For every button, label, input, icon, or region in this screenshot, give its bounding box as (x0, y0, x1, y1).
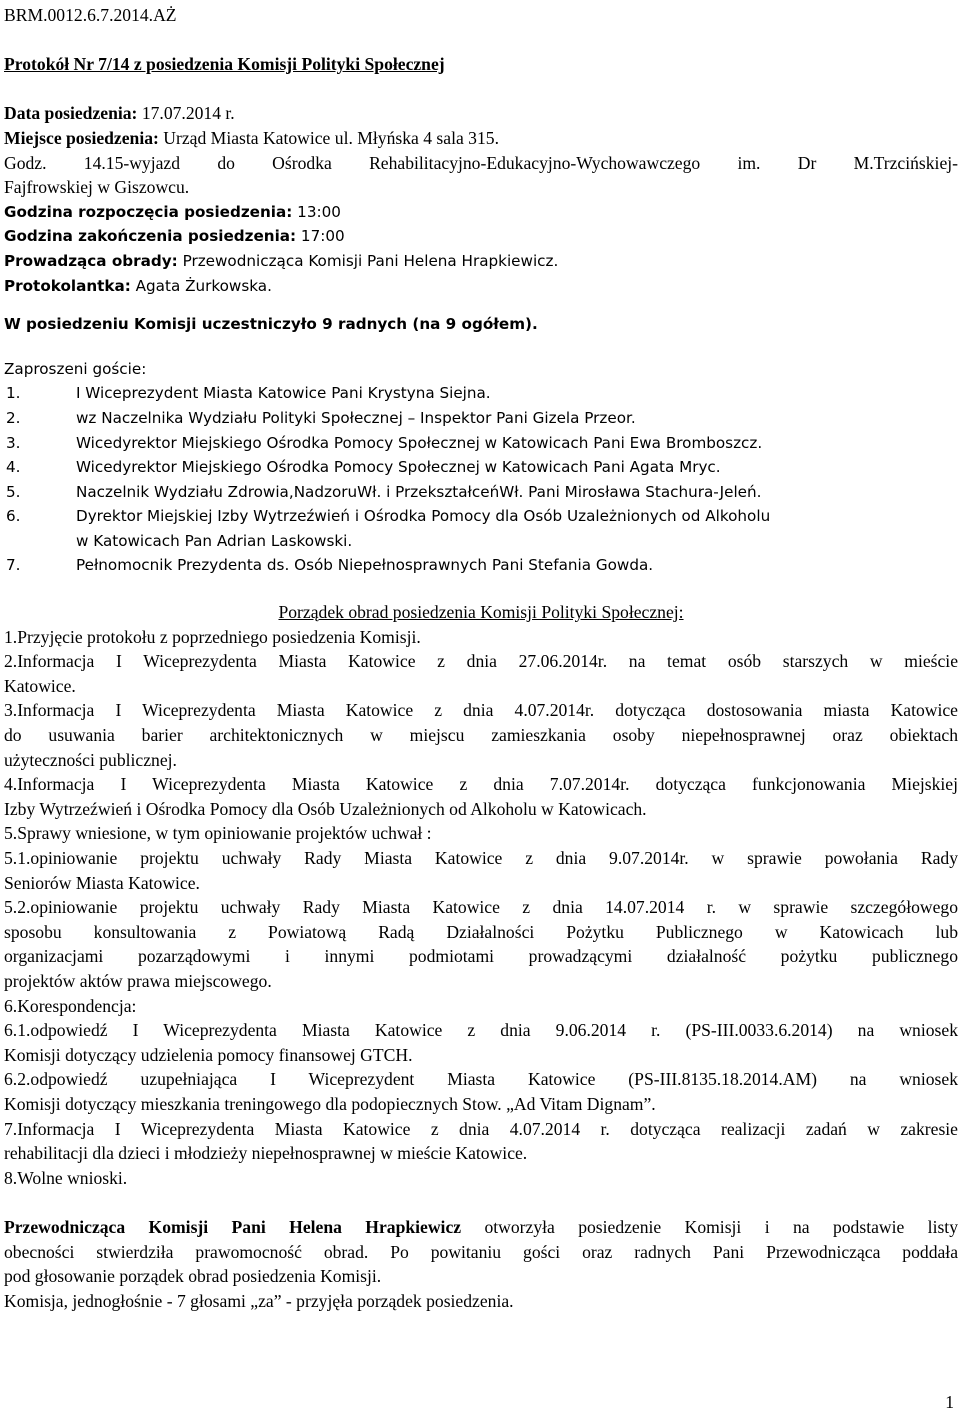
closing-paragraph-line-2: obecności stwierdziła prawomocność obrad. Po powitaniu gości oraz radnych Pani Przewodnicząca poddała (4, 1241, 958, 1262)
agenda-line: 5.Sprawy wniesione, w tym opiniowanie projektów uchwał : (4, 823, 432, 844)
agenda-line: Izby Wytrzeźwień i Ośrodka Pomocy dla Osób Uzależnionych od Alkoholu w Katowicach. (4, 798, 647, 819)
end-time-value: 17:00 (300, 227, 345, 246)
guest-item (4, 455, 958, 480)
guest-text: Pełnomocnik Prezydenta ds. Osób Niepełnosprawnych Pani Stefania Gowda. (76, 556, 654, 575)
trip-line-1: Godz. 14.15-wyjazd do Ośrodka Rehabilitacyjno-Edukacyjno-Wychowawczego im. Dr M.Trzcińskiej- (4, 152, 958, 173)
meeting-date (4, 101, 958, 126)
guest-number: 5. (6, 482, 21, 501)
agenda-line: 3.Informacja I Wiceprezydenta Miasta Katowice z dnia 4.07.2014r. dotycząca dostosowania miasta Katowice (4, 700, 958, 721)
chairperson-label: Prowadząca obrady: (4, 251, 178, 270)
end-time-label: Godzina zakończenia posiedzenia: (4, 227, 297, 246)
guest-text: Wicedyrektor Miejskiego Ośrodka Pomocy Społecznej w Katowicach Pani Agata Mryc. (76, 458, 721, 477)
closing-chairperson-name: Przewodnicząca Komisji Pani Helena Hrapkiewicz (4, 1216, 462, 1237)
agenda-line: 6.Korespondencja: (4, 995, 137, 1016)
guest-number: 3. (6, 433, 21, 452)
chairperson (4, 249, 958, 274)
guest-text: Naczelnik Wydziału Zdrowia,NadzoruWł. i PrzekształceńWł. Pani Mirosława Stachura-Jeleń. (76, 482, 762, 501)
agenda-line: 5.1.opiniowanie projektu uchwały Rady Miasta Katowice z dnia 9.07.2014r. w sprawie powołania Rady (4, 848, 958, 868)
guest-text: wz Naczelnika Wydziału Polityki Społecznej – Inspektor Pani Gizela Przeor. (76, 408, 636, 427)
guest-item (4, 406, 958, 431)
agenda-line: Katowice. (4, 675, 76, 696)
meeting-place-label: Miejsce posiedzenia: (4, 127, 159, 148)
guest-number: 4. (6, 458, 21, 477)
closing-paragraph-line-3: pod głosowanie porządek obrad posiedzenia Komisji. (4, 1266, 382, 1287)
agenda-line: 4.Informacja I Wiceprezydenta Miasta Katowice z dnia 7.07.2014r. dotycząca funkcjonowania Miejskiej (4, 774, 958, 795)
guest-item (4, 553, 958, 578)
page-number: 1 (945, 1392, 954, 1413)
recorder-value: Agata Żurkowska. (135, 276, 272, 295)
document-title: Protokół Nr 7/14 z posiedzenia Komisji Polityki Społecznej (4, 54, 445, 75)
agenda-line: 2.Informacja I Wiceprezydenta Miasta Katowice z dnia 27.06.2014r. na temat osób starszych w mieście (4, 651, 958, 672)
guest-number: 1. (6, 384, 21, 403)
recorder-label: Protokolantka: (4, 276, 131, 295)
closing-line-1-rest: otworzyła posiedzenie Komisji i na podstawie listy (461, 1216, 958, 1237)
agenda (4, 625, 958, 1191)
document-page (4, 0, 958, 1313)
guest-text (76, 504, 958, 553)
recorder (4, 274, 958, 299)
agenda-heading: Porządek obrad posiedzenia Komisji Polityki Społecznej: (278, 602, 684, 623)
document-reference: BRM.0012.6.7.2014.AŻ (4, 5, 177, 25)
guest-text-line-1: Dyrektor Miejskiej Izby Wytrzeźwień i Ośrodka Pomocy dla Osób Uzależnionych od Alkoholu (76, 507, 771, 526)
closing-paragraph-line-4: Komisja, jednogłośnie - 7 głosami „za” - przyjęła porządek posiedzenia. (4, 1290, 514, 1311)
agenda-line: 1.Przyjęcie protokołu z poprzedniego posiedzenia Komisji. (4, 626, 421, 647)
meeting-place (4, 126, 958, 151)
agenda-line: Seniorów Miasta Katowice. (4, 872, 200, 893)
guest-text: I Wiceprezydent Miasta Katowice Pani Krystyna Siejna. (76, 384, 491, 403)
attendance-statement: W posiedzeniu Komisji uczestniczyło 9 radnych (na 9 ogółem). (4, 315, 538, 334)
guest-number: 7. (6, 556, 21, 575)
end-time (4, 224, 958, 249)
guest-text-line-2: w Katowicach Pan Adrian Laskowski. (76, 531, 353, 550)
start-time-label: Godzina rozpoczęcia posiedzenia: (4, 202, 293, 221)
guest-item (4, 504, 958, 553)
guest-number: 2. (6, 408, 21, 427)
meeting-date-value: 17.07.2014 r. (141, 103, 235, 124)
agenda-line: do usuwania barier architektonicznych w miejscu zamieszkania osoby niepełnosprawnej oraz obiektach (4, 725, 958, 746)
guest-item (4, 431, 958, 456)
guests-heading: Zaproszeni goście: (4, 359, 147, 378)
agenda-line: 5.2.opiniowanie projektu uchwały Rady Miasta Katowice z dnia 14.07.2014 r. w sprawie szczegółowego (4, 897, 958, 918)
agenda-line: sposobu konsultowania z Powiatową Radą Działalności Pożytku Publicznego w Katowicach lub (4, 921, 958, 942)
guest-text: Wicedyrektor Miejskiego Ośrodka Pomocy Społecznej w Katowicach Pani Ewa Bromboszcz. (76, 433, 763, 452)
agenda-line: 7.Informacja I Wiceprezydenta Miasta Katowice z dnia 4.07.2014 r. dotycząca realizacji zadań w zakresie (4, 1118, 958, 1139)
closing-paragraph-line-1 (4, 1215, 958, 1240)
agenda-line: 6.1.odpowiedź I Wiceprezydenta Miasta Katowice z dnia 9.06.2014 r. (PS-III.0033.6.2014) na wniosek (4, 1020, 958, 1041)
agenda-line: 6.2.odpowiedź uzupełniająca I Wiceprezydent Miasta Katowice (PS-III.8135.18.2014.AM) na wniosek (4, 1069, 958, 1090)
chairperson-value: Przewodnicząca Komisji Pani Helena Hrapkiewicz. (182, 251, 559, 270)
agenda-line: 8.Wolne wnioski. (4, 1167, 128, 1188)
guest-list (4, 381, 958, 578)
guest-item (4, 480, 958, 505)
agenda-line: rehabilitacji dla dzieci i młodzieży niepełnosprawnej w mieście Katowice. (4, 1143, 528, 1164)
start-time-value: 13:00 (297, 202, 341, 221)
agenda-line: Komisji dotyczący udzielenia pomocy finansowej GTCH. (4, 1044, 413, 1065)
agenda-line: projektów aktów prawa miejscowego. (4, 970, 272, 991)
agenda-line: organizacjami pozarządowymi i innymi podmiotami prowadzącymi działalność pożytku publicznego (4, 946, 958, 967)
meeting-date-label: Data posiedzenia: (4, 103, 138, 124)
trip-line-2: Fajfrowskiej w Giszowcu. (4, 177, 190, 198)
agenda-line: użyteczności publicznej. (4, 749, 177, 770)
meeting-place-value: Urząd Miasta Katowice ul. Młyńska 4 sala 315. (163, 127, 499, 148)
guest-number: 6. (6, 507, 21, 526)
agenda-line: Komisji dotyczący mieszkania treningowego dla podopiecznych Stow. „Ad Vitam Dignam”. (4, 1093, 656, 1114)
guest-item (4, 381, 958, 406)
start-time (4, 200, 958, 225)
